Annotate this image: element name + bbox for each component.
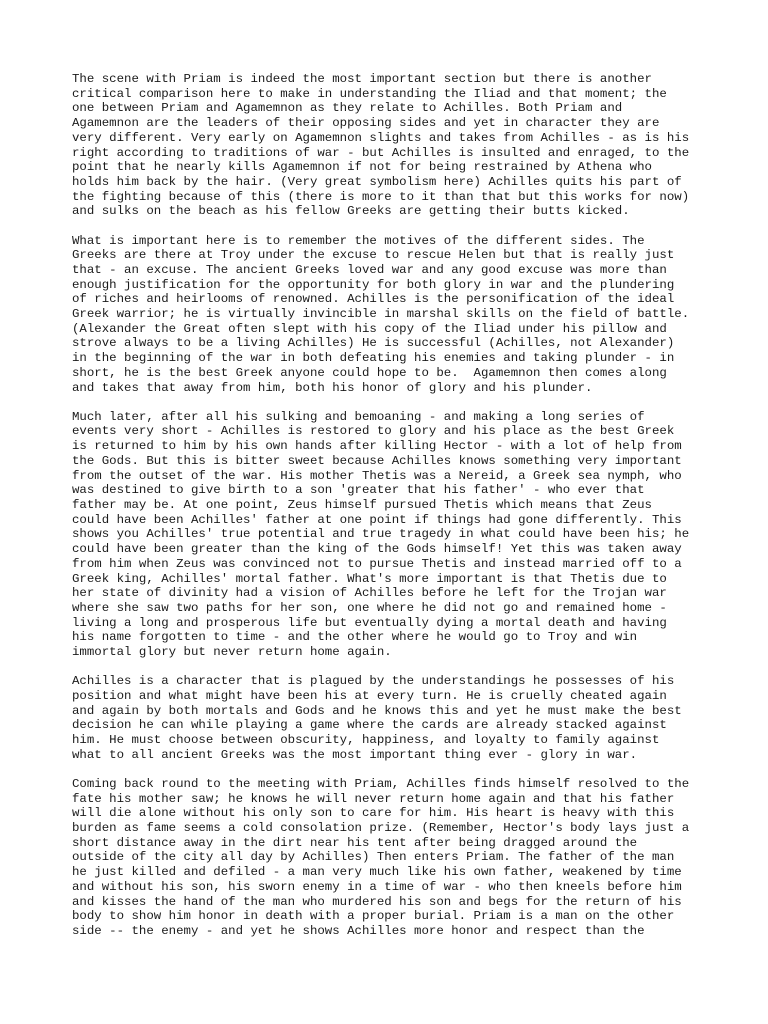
document-page — [72, 72, 712, 953]
paragraph-5: Coming back round to the meeting with Priam, Achilles finds himself resolved to the fate his mother saw; he knows he will never return home again and that his father will die alone without his only son to care for him. His heart is heavy with this burden as fame seems a cold consolation prize. (Remember, Hector's body lays just a short distance away in the dirt near his tent after being dragged around the outside of the city all day by Achilles) Then enters Priam. The father of the man he just killed and defiled - a man very much like his own father, weakened by time and without his son, his sworn enemy in a time of war - who then kneels before him and kisses the hand of the man who murdered his son and begs for the return of his body to show him honor in death with a proper burial. Priam is a man on the other side -- the enemy - and yet he shows Achilles more honor and respect than the — [72, 776, 690, 938]
paragraph-1: The scene with Priam is indeed the most important section but there is another critical comparison here to make in understanding the Iliad and that moment; the one between Priam and Agamemnon as they relate to Achilles. Both Priam and Agamemnon are the leaders of their opposing sides and yet in character they are very different. Very early on Agamemnon slights and takes from Achilles - as is his right according to traditions of war - but Achilles is insulted and enraged, to the point that he nearly kills Agamemnon if not for being restrained by Athena who holds him back by the hair. (Very great symbolism here) Achilles quits his part of the fighting because of this (there is more to it than that but this works for now) and sulks on the beach as his fellow Greeks are getting their butts kicked. — [72, 72, 690, 219]
paragraph-2: What is important here is to remember the motives of the different sides. The Greeks are there at Troy under the excuse to rescue Helen but that is really just that - an excuse. The ancient Greeks loved war and any good excuse was more than enough justification for the opportunity for both glory in war and the plundering of riches and heirlooms of renowned. Achilles is the personification of the ideal Greek warrior; he is virtually invincible in marshal skills on the field of battle. (Alexander the Great often slept with his copy of the Iliad under his pillow and strove always to be a living Achilles) He is successful (Achilles, not Alexander) in the beginning of the war in both defeating his enemies and taking plunder - in short, he is the best Greek anyone could hope to be. Agamemnon then comes along and takes that away from him, both his honor of glory and his plunder. — [72, 233, 690, 395]
paragraph-3: Much later, after all his sulking and bemoaning - and making a long series of events very short - Achilles is restored to glory and his place as the best Greek is returned to him by his own hands after killing Hector - with a lot of help from the Gods. But this is bitter sweet because Achilles knows something very important from the outset of the war. His mother Thetis was a Nereid, a Greek sea nymph, who was destined to give birth to a son 'greater that his father' - who ever that father may be. At one point, Zeus himself pursued Thetis which means that Zeus could have been Achilles' father at one point if things had gone differently. This shows you Achilles' true potential and true tragedy in what could have been his; he could have been greater than the king of the Gods himself! Yet this was taken away from him when Zeus was convinced not to pursue Thetis and instead married off to a Greek king, Achilles' mortal father. What's more important is that Thetis due to her state of divinity had a vision of Achilles before he left for the Trojan war where she saw two paths for her son, one where he did not go and remained home - living a long and prosperous life but eventually dying a mortal death and having his name forgotten to time - and the other where he would go to Troy and win immortal glory but never return home again. — [72, 409, 690, 660]
paragraph-4: Achilles is a character that is plagued by the understandings he possesses of his position and what might have been his at every turn. He is cruelly cheated again and again by both mortals and Gods and he knows this and yet he must make the best decision he can while playing a game where the cards are already stacked against him. He must choose between obscurity, happiness, and loyalty to family against what to all ancient Greeks was the most important thing ever - glory in war. — [72, 674, 682, 762]
